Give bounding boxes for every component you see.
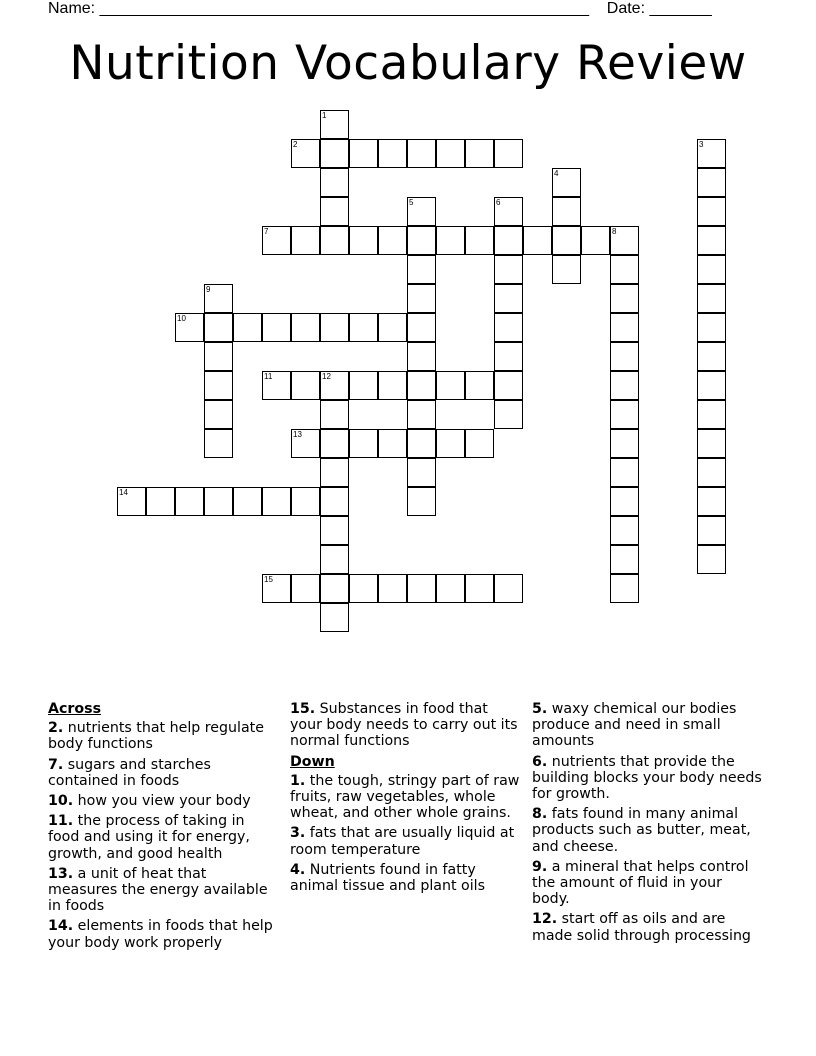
- crossword-cell[interactable]: [407, 487, 436, 516]
- crossword-cell[interactable]: [175, 313, 204, 342]
- clue-down-1: 1. the tough, stringy part of raw fruits, raw vegetables, whole wheat, and other whole grains.: [290, 772, 520, 822]
- crossword-cell[interactable]: [407, 458, 436, 487]
- crossword-cell[interactable]: [146, 487, 175, 516]
- crossword-cell[interactable]: [610, 284, 639, 313]
- clue-across-2: 2. nutrients that help regulate body functions: [48, 720, 264, 753]
- crossword-cell[interactable]: [378, 139, 407, 168]
- crossword-cell[interactable]: [436, 226, 465, 255]
- crossword-cell[interactable]: [494, 342, 523, 371]
- crossword-cell[interactable]: [407, 400, 436, 429]
- crossword-cell[interactable]: [262, 226, 291, 255]
- crossword-cell[interactable]: [465, 226, 494, 255]
- crossword-cell[interactable]: [494, 197, 523, 226]
- crossword-cell[interactable]: [204, 487, 233, 516]
- crossword-cell[interactable]: [523, 226, 552, 255]
- crossword-cell[interactable]: [697, 516, 726, 545]
- crossword-cell[interactable]: [378, 226, 407, 255]
- crossword-cell[interactable]: [465, 139, 494, 168]
- crossword-cell[interactable]: [349, 313, 378, 342]
- crossword-cell[interactable]: [552, 226, 581, 255]
- clue-number: 8: [612, 227, 617, 236]
- crossword-cell[interactable]: [697, 342, 726, 371]
- crossword-cell[interactable]: [291, 139, 320, 168]
- crossword-cell[interactable]: [204, 313, 233, 342]
- clue-down-6: 6. nutrients that provide the building blocks your body needs for growth.: [532, 753, 762, 803]
- crossword-cell[interactable]: [697, 255, 726, 284]
- crossword-cell[interactable]: [436, 429, 465, 458]
- clue-number: 4: [554, 169, 559, 178]
- clue-down-12: 12. start off as oils and are made solid through processing: [532, 911, 751, 944]
- clue-across-10: 10. how you view your body: [48, 793, 251, 810]
- crossword-cell[interactable]: [581, 226, 610, 255]
- crossword-cell[interactable]: [204, 342, 233, 371]
- crossword-cell[interactable]: [320, 313, 349, 342]
- clue-across-14: 14. elements in foods that help your body work properly: [48, 918, 273, 951]
- clue-down-3: 3. fats that are usually liquid at room temperature: [290, 825, 515, 858]
- crossword-cell[interactable]: [320, 545, 349, 574]
- crossword-cell[interactable]: [552, 197, 581, 226]
- clue-down-4: 4. Nutrients found in fatty animal tissue and plant oils: [290, 861, 485, 895]
- clue-across-15: 15. Substances in food that your body needs to carry out its normal functions: [290, 701, 518, 750]
- crossword-cell[interactable]: [697, 168, 726, 197]
- crossword-cell[interactable]: [697, 429, 726, 458]
- crossword-cell[interactable]: [349, 226, 378, 255]
- crossword-cell[interactable]: [204, 371, 233, 400]
- crossword-cell[interactable]: [117, 487, 146, 516]
- crossword-cell[interactable]: [291, 574, 320, 603]
- clue-number: 15: [264, 575, 273, 584]
- date-blank: _______: [649, 0, 712, 17]
- crossword-cell[interactable]: [378, 574, 407, 603]
- crossword-cell[interactable]: [378, 313, 407, 342]
- crossword-cell[interactable]: [610, 545, 639, 574]
- crossword-cell[interactable]: [407, 226, 436, 255]
- crossword-cell[interactable]: [320, 168, 349, 197]
- crossword-cell[interactable]: [320, 226, 349, 255]
- page-title: Nutrition Vocabulary Review: [69, 36, 747, 91]
- crossword-cell[interactable]: [494, 371, 523, 400]
- crossword-cell[interactable]: [610, 313, 639, 342]
- crossword-cell[interactable]: [697, 545, 726, 574]
- crossword-cell[interactable]: [436, 139, 465, 168]
- clue-number: 12: [322, 372, 331, 381]
- crossword-cell[interactable]: [262, 487, 291, 516]
- crossword-cell[interactable]: [465, 574, 494, 603]
- crossword-cell[interactable]: [494, 255, 523, 284]
- crossword-cell[interactable]: [349, 574, 378, 603]
- crossword-cell[interactable]: [291, 371, 320, 400]
- crossword-cell[interactable]: [697, 458, 726, 487]
- crossword-cell[interactable]: [291, 313, 320, 342]
- crossword-cell[interactable]: [697, 487, 726, 516]
- crossword-cell[interactable]: [262, 574, 291, 603]
- clue-down-9: 9. a mineral that helps control the amount of fluid in your body.: [532, 858, 749, 908]
- crossword-cell[interactable]: [465, 429, 494, 458]
- crossword-cell[interactable]: [407, 371, 436, 400]
- crossword-cell[interactable]: [610, 458, 639, 487]
- crossword-cell[interactable]: [697, 371, 726, 400]
- clues-column-1: [48, 701, 280, 955]
- crossword-cell[interactable]: [378, 371, 407, 400]
- crossword-cell[interactable]: [610, 342, 639, 371]
- clue-number: 14: [119, 488, 128, 497]
- clue-down-5: 5. waxy chemical our bodies produce and need in small amounts: [532, 701, 737, 750]
- crossword-cell[interactable]: [204, 429, 233, 458]
- crossword-cell[interactable]: [175, 487, 204, 516]
- down-heading: Down: [290, 753, 335, 770]
- crossword-cell[interactable]: [407, 139, 436, 168]
- crossword-cell[interactable]: [494, 313, 523, 342]
- clue-number: 10: [177, 314, 186, 323]
- crossword-cell[interactable]: [204, 284, 233, 313]
- crossword-cell[interactable]: [320, 429, 349, 458]
- clue-number: 9: [206, 285, 211, 294]
- crossword-cell[interactable]: [494, 139, 523, 168]
- crossword-cell[interactable]: [407, 313, 436, 342]
- crossword-cell[interactable]: [320, 574, 349, 603]
- clues-column-2: [290, 701, 522, 898]
- crossword-cell[interactable]: [610, 487, 639, 516]
- name-blank: _______________________________________________________: [99, 0, 589, 17]
- clue-number: 7: [264, 227, 269, 236]
- date-label: Date:: [606, 0, 646, 17]
- clue-number: 2: [293, 140, 298, 149]
- clue-across-13: 13. a unit of heat that measures the energy available in foods: [48, 865, 268, 915]
- clue-number: 5: [409, 198, 414, 207]
- crossword-cell[interactable]: [494, 284, 523, 313]
- clue-across-11: 11. the process of taking in food and using it for energy, growth, and good health: [48, 813, 250, 862]
- clue-down-8: 8. fats found in many animal products such as butter, meat, and cheese.: [532, 806, 751, 855]
- crossword-cell[interactable]: [697, 400, 726, 429]
- crossword-cell[interactable]: [610, 574, 639, 603]
- crossword-cell[interactable]: [610, 255, 639, 284]
- crossword-cell[interactable]: [494, 574, 523, 603]
- crossword-cell[interactable]: [291, 429, 320, 458]
- crossword-cell[interactable]: [610, 400, 639, 429]
- crossword-cell[interactable]: [407, 342, 436, 371]
- crossword-cell[interactable]: [204, 400, 233, 429]
- name-label: Name:: [48, 0, 96, 17]
- crossword-cell[interactable]: [436, 574, 465, 603]
- crossword-cell[interactable]: [291, 226, 320, 255]
- crossword-cell[interactable]: [610, 429, 639, 458]
- clue-number: 11: [264, 372, 273, 381]
- clue-number: 1: [322, 111, 327, 120]
- crossword-cell[interactable]: [320, 110, 349, 139]
- crossword-cell[interactable]: [349, 139, 378, 168]
- crossword-cell[interactable]: [697, 197, 726, 226]
- crossword-cell[interactable]: [320, 458, 349, 487]
- crossword-cell[interactable]: [320, 487, 349, 516]
- clues-column-3: [532, 701, 764, 948]
- crossword-cell[interactable]: [233, 487, 262, 516]
- crossword-cell[interactable]: [262, 313, 291, 342]
- crossword-cell[interactable]: [436, 371, 465, 400]
- crossword-cell[interactable]: [320, 516, 349, 545]
- crossword-cell[interactable]: [610, 226, 639, 255]
- crossword-cell[interactable]: [697, 226, 726, 255]
- crossword-cell[interactable]: [291, 487, 320, 516]
- crossword-cell[interactable]: [320, 197, 349, 226]
- crossword-cell[interactable]: [378, 429, 407, 458]
- crossword-cell[interactable]: [610, 516, 639, 545]
- crossword-cell[interactable]: [407, 255, 436, 284]
- crossword-cell[interactable]: [407, 574, 436, 603]
- crossword-cell[interactable]: [407, 197, 436, 226]
- crossword-cell[interactable]: [407, 284, 436, 313]
- crossword-cell[interactable]: [349, 429, 378, 458]
- crossword-cell[interactable]: [262, 371, 291, 400]
- crossword-cell[interactable]: [697, 313, 726, 342]
- crossword-cell[interactable]: [697, 139, 726, 168]
- clue-number: 3: [699, 140, 704, 149]
- crossword-cell[interactable]: [465, 371, 494, 400]
- crossword-cell[interactable]: [320, 400, 349, 429]
- crossword-cell[interactable]: [697, 284, 726, 313]
- crossword-cell[interactable]: [320, 603, 349, 632]
- clue-across-7: 7. sugars and starches contained in foods: [48, 756, 211, 789]
- crossword-cell[interactable]: [349, 371, 378, 400]
- clue-number: 6: [496, 198, 501, 207]
- crossword-cell[interactable]: [233, 313, 262, 342]
- crossword-cell[interactable]: [552, 168, 581, 197]
- crossword-cell[interactable]: [320, 139, 349, 168]
- crossword-cell[interactable]: [494, 226, 523, 255]
- crossword-cell[interactable]: [610, 371, 639, 400]
- crossword-cell[interactable]: [494, 400, 523, 429]
- crossword-cell[interactable]: [407, 429, 436, 458]
- clue-number: 13: [293, 430, 302, 439]
- across-heading: Across: [48, 701, 102, 717]
- crossword-cell[interactable]: [320, 371, 349, 400]
- crossword-cell[interactable]: [552, 255, 581, 284]
